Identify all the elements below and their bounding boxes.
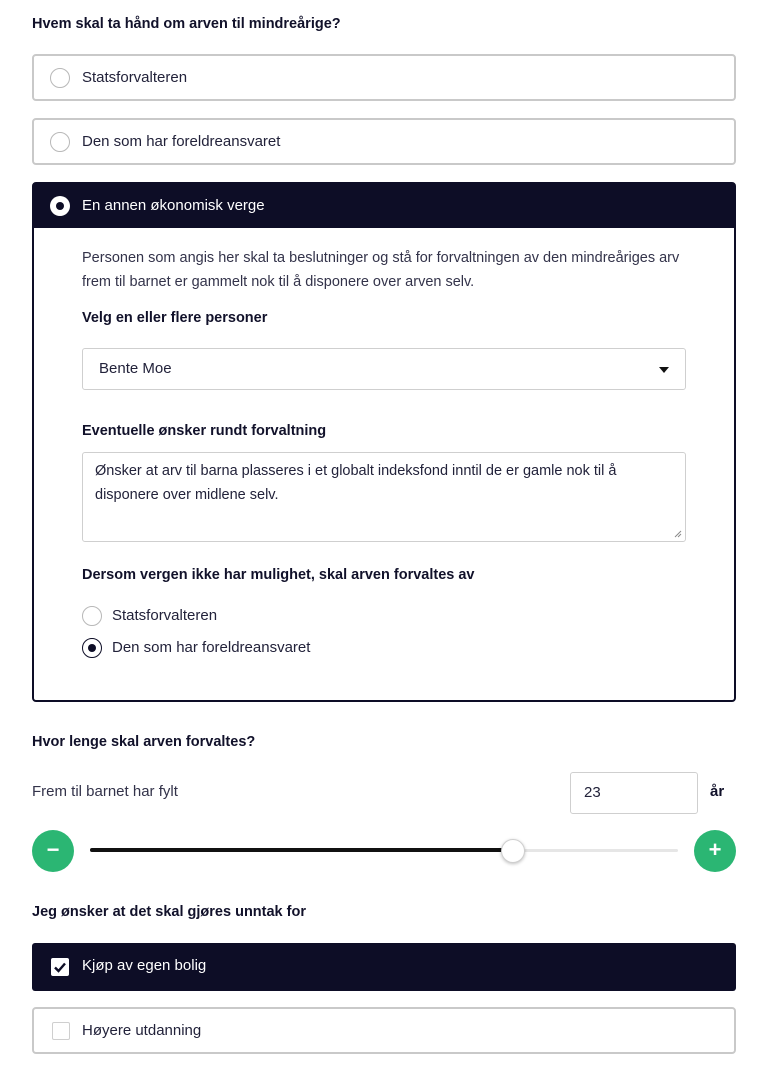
duration-until-label: Frem til barnet har fylt	[32, 783, 178, 800]
caret-down-icon	[659, 367, 669, 373]
radio-unselected-icon[interactable]	[50, 68, 70, 88]
checkbox-unchecked-icon[interactable]	[52, 1022, 70, 1040]
option-annen-verge[interactable]	[34, 184, 734, 228]
decrement-button[interactable]	[32, 830, 74, 872]
fallback-radio-statsforvalteren[interactable]	[82, 606, 102, 626]
checkbox-checked-icon[interactable]	[51, 958, 69, 976]
guardian-question-title: Hvem skal ta hånd om arven til mindreårige?	[32, 16, 341, 32]
age-unit: år	[710, 783, 725, 800]
exception-egen-bolig[interactable]	[32, 943, 736, 991]
slider-thumb[interactable]	[501, 839, 525, 863]
fallback-option-label: Den som har foreldreansvaret	[112, 639, 311, 656]
exception-label: Høyere utdanning	[82, 1022, 202, 1039]
option-label: Statsforvalteren	[82, 69, 188, 86]
wishes-textarea[interactable]	[82, 452, 686, 542]
exception-label: Kjøp av egen bolig	[82, 957, 207, 974]
persons-select[interactable]	[82, 348, 686, 390]
exceptions-title: Jeg ønsker at det skal gjøres unntak for	[32, 904, 306, 920]
option-foreldreansvaret[interactable]	[32, 118, 736, 165]
fallback-label: Dersom vergen ikke har mulighet, skal arven forvaltes av	[82, 567, 475, 583]
radio-unselected-icon[interactable]	[50, 132, 70, 152]
guardian-description: Personen som angis her skal ta beslutninger og stå for forvaltningen av den mindreåriges arv frem til barnet er gammelt nok til å disponere over arven selv.	[82, 250, 680, 290]
option-label: Den som har foreldreansvaret	[82, 133, 281, 150]
duration-title: Hvor lenge skal arven forvaltes?	[32, 734, 256, 750]
option-statsforvalteren[interactable]	[32, 54, 736, 101]
fallback-radio-foreldreansvaret[interactable]	[82, 638, 102, 658]
option-annen-verge-panel	[32, 182, 736, 702]
resize-grip-icon[interactable]	[674, 530, 682, 538]
slider-fill	[90, 848, 513, 852]
persons-selected-value: Bente Moe	[99, 360, 172, 377]
persons-label: Velg en eller flere personer	[82, 310, 268, 326]
radio-selected-icon[interactable]	[50, 196, 70, 216]
exception-hoyere-utdanning[interactable]	[32, 1007, 736, 1054]
checkmark-icon	[51, 958, 69, 976]
age-input[interactable]	[570, 772, 698, 814]
plus-icon: +	[708, 837, 722, 862]
increment-button[interactable]	[694, 830, 736, 872]
option-label: En annen økonomisk verge	[82, 197, 265, 214]
wishes-label: Eventuelle ønsker rundt forvaltning	[82, 423, 327, 439]
age-value: 23	[584, 784, 601, 801]
minus-icon: −	[46, 837, 60, 862]
fallback-option-label: Statsforvalteren	[112, 607, 218, 624]
wishes-text: Ønsker at arv til barna plasseres i et globalt indeksfond inntil de er gamle nok til å disponere over midlene selv.	[95, 463, 617, 503]
